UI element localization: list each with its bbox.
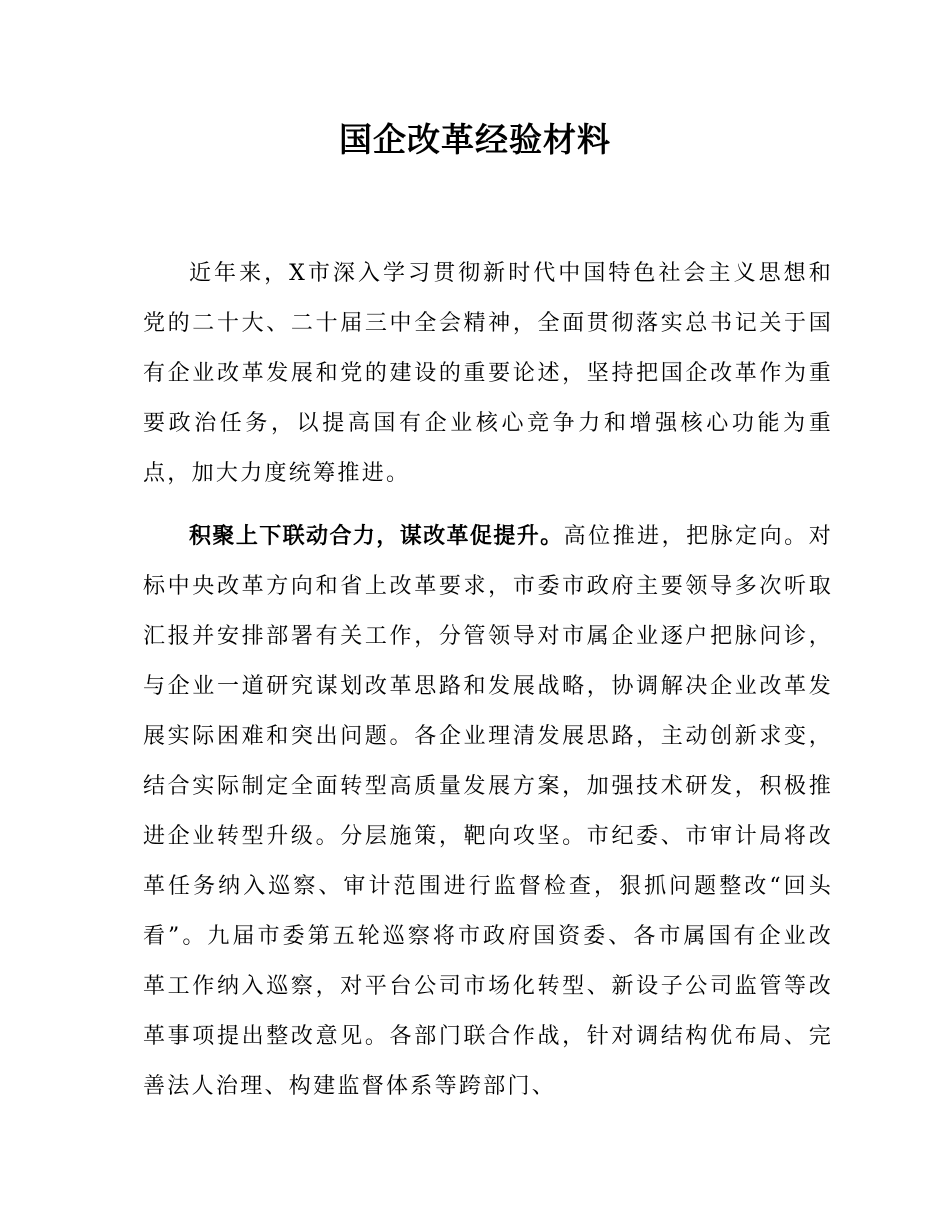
paragraph-reform-linkage [143, 512, 833, 1112]
paragraph-intro: 近年来，X市深入学习贯彻新时代中国特色社会主义思想和党的二十大、二十届三中全会精神，全面贯彻落实总书记关于国有企业改革发展和党的建设的重要论述，坚持把国企改革作为重要政治任务，以提高国有企业核心竞争力和增强核心功能为重点，加大力度统筹推进。 [143, 261, 833, 486]
paragraph-lead-heading: 积聚上下联动合力，谋改革促提升。 [189, 524, 564, 549]
paragraph-body-text: 高位推进，把脉定向。对标中央改革方向和省上改革要求，市委市政府主要领导多次听取汇报并安排部署有关工作，分管领导对市属企业逐户把脉问诊，与企业一道研究谋划改革思路和发展战略，协调解决企业改革发展实际困难和突出问题。各企业理清发展思路，主动创新求变，结合实际制定全面转型高质量发展方案，加强技术研发，积极推进企业转型升级。分层施策，靶向攻坚。市纪委、市审计局将改革任务纳入巡察、审计范围进行监督检查，狠抓问题整改“回头看”。九届市委第五轮巡察将市政府国资委、各市属国有企业改革工作纳入巡察，对平台公司市场化转型、新设子公司监管等改革事项提出整改意见。各部门联合作战，针对调结构优布局、完善法人治理、构建监督体系等跨部门、 [143, 524, 833, 1099]
document-title: 国企改革经验材料 [339, 120, 611, 159]
